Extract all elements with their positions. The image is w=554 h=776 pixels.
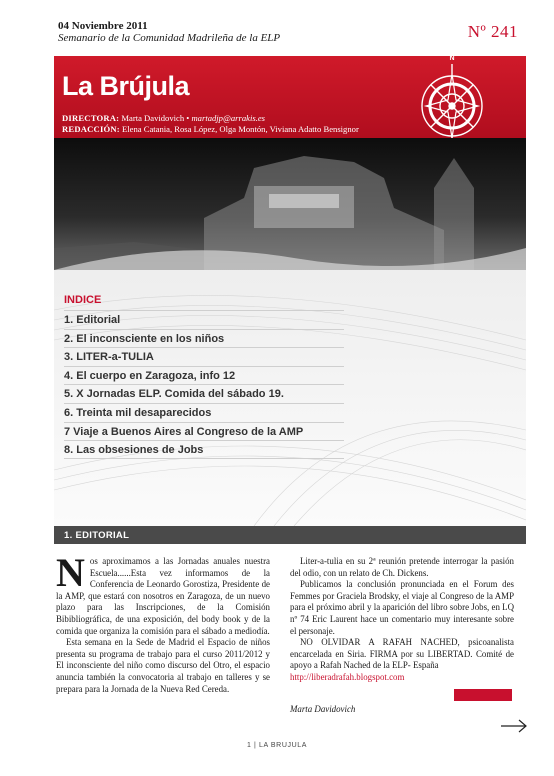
index-panel — [54, 270, 526, 526]
redaccion-label: REDACCIÓN: — [62, 124, 120, 134]
article-paragraph: Esta semana en la Sede de Madrid el Espacio de niños presenta su programa de trabajo para el curso 2011/2012 y El inconsciente del niño como discurso del Otro, el espacio anuncia también la convocatoria al trabajo en talleres y se prepara para la Jornada de la Nueva Red Cereda. — [56, 637, 270, 694]
svg-text:N: N — [449, 55, 455, 62]
issue-number: Nº 241 — [467, 22, 518, 41]
accent-block — [454, 689, 512, 701]
index-item[interactable]: 7 Viaje a Buenos Aires al Congreso de la AMP — [64, 422, 344, 441]
index-item[interactable]: 3. LITER-a-TULIA — [64, 347, 344, 366]
article-paragraph: NO OLVIDAR A RAFAH NACHED, psicoanalista encarcelada en Siria. FIRMA por su LIBERTAD. Comité de apoyo a Rafah Nached de la ELP- España — [290, 637, 514, 671]
article-column-left — [56, 550, 270, 695]
article-paragraph: Publicamos la conclusión pronunciada en el Forum des Femmes por Graciela Brodsky, el viaje al Congreso de la AMP para el próximo abril y la aparición del libro sobre Jobs, en LQ nº 74 Eric Laurent hace un comentario muy interesante sobre el personaje. — [290, 579, 514, 636]
index-item[interactable]: 8. Las obsesiones de Jobs — [64, 440, 344, 459]
article-paragraph: Liter-a-tulia en su 2ª reunión pretende interrogar la pasión del odio, con un relato de Ch. Dickens. — [290, 556, 514, 578]
index-item[interactable]: 4. El cuerpo en Zaragoza, info 12 — [64, 366, 344, 385]
index-item[interactable]: 2. El inconsciente en los niños — [64, 329, 344, 348]
page-number: 1 — [246, 742, 252, 749]
director-email: martadjp@arrakis.es — [191, 113, 266, 123]
section-header-bar — [54, 526, 526, 544]
header-photo — [54, 138, 526, 270]
issue-date: 04 Noviembre 2011 — [58, 20, 148, 32]
page-footer — [0, 742, 554, 749]
blog-link[interactable]: http://liberadrafah.blogspot.com — [290, 671, 405, 682]
index-item[interactable]: 1. Editorial — [64, 310, 344, 329]
section-title: 1. EDITORIAL — [64, 530, 130, 541]
next-page-arrow-icon[interactable] — [500, 718, 528, 734]
index-list — [64, 310, 344, 459]
index-title: INDICE — [64, 294, 102, 306]
director-label: DIRECTORA: — [62, 113, 120, 123]
index-item[interactable]: 5. X Jornadas ELP. Comida del sábado 19. — [64, 384, 344, 403]
article-paragraph: os aproximamos a las Jornadas anuales nuestra Escuela......Esta vez informamos de la Conferencia de Leonardo Gorostiza, Presidente de la AMP, que estará con nosotros en Zaragoza, de un nuevo plazo para las Inscripciones, de la Comisión Bibibliográfica, de una exposición, del body book y de la comida que organiza la comisión para el sábado a mediodía. — [56, 556, 270, 636]
header-meta — [58, 20, 498, 45]
publication-subtitle: Semanario de la Comunidad Madrileña de la ELP — [58, 32, 281, 44]
footer-label: | LA BRUJULA — [254, 742, 308, 749]
masthead-title: La Brújula — [62, 71, 190, 101]
index-item[interactable]: 6. Treinta mil desaparecidos — [64, 403, 344, 422]
masthead-credits — [62, 113, 359, 135]
signature: Marta Davidovich — [290, 703, 356, 714]
director-name: Marta Davidovich • — [121, 113, 190, 123]
redaccion-names: Elena Catania, Rosa López, Olga Montón, Viviana Adatto Bensignor — [122, 124, 359, 134]
drop-cap: N — [56, 550, 85, 595]
